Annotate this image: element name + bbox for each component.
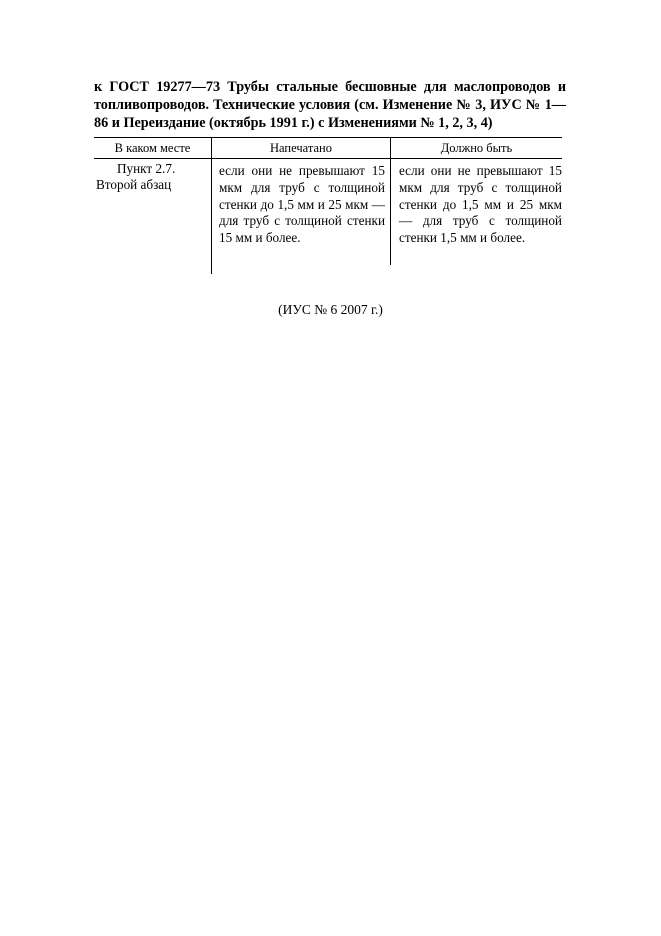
corrections-table [94,137,562,275]
table-header-rule [94,158,562,159]
cell-should-be: если они не превышают 15 мкм для труб с толщиной стенки до 1,5 мм и 25 мкм — для труб с толщиной стенки 1,5 мм и более. [399,163,562,246]
table-top-rule [94,137,562,138]
amendment-heading: к ГОСТ 19277—73 Трубы стальные бесшовные для маслопроводов и топливопроводов. Технические условия (см. Изменение № 3, ИУС № 1—86 и Переиздание (октябрь 1991 г.) с Изменениями № 1, 2, 3, 4) [94,79,566,131]
header-printed: Напечатано [270,141,332,155]
header-should-be: Должно быть [440,141,513,155]
header-place: В каком месте [114,141,191,155]
place-clause: Пункт 2.7. [117,161,176,176]
place-paragraph: Второй абзац [96,177,172,192]
cell-place [94,161,211,193]
cell-printed: если они не превышают 15 мкм для труб с толщиной стенки до 1,5 мм и 25 мкм — для труб с толщиной стенки 15 мм и более. [219,163,385,246]
source-note: (ИУС № 6 2007 г.) [278,302,383,317]
column-divider-1 [211,137,212,274]
